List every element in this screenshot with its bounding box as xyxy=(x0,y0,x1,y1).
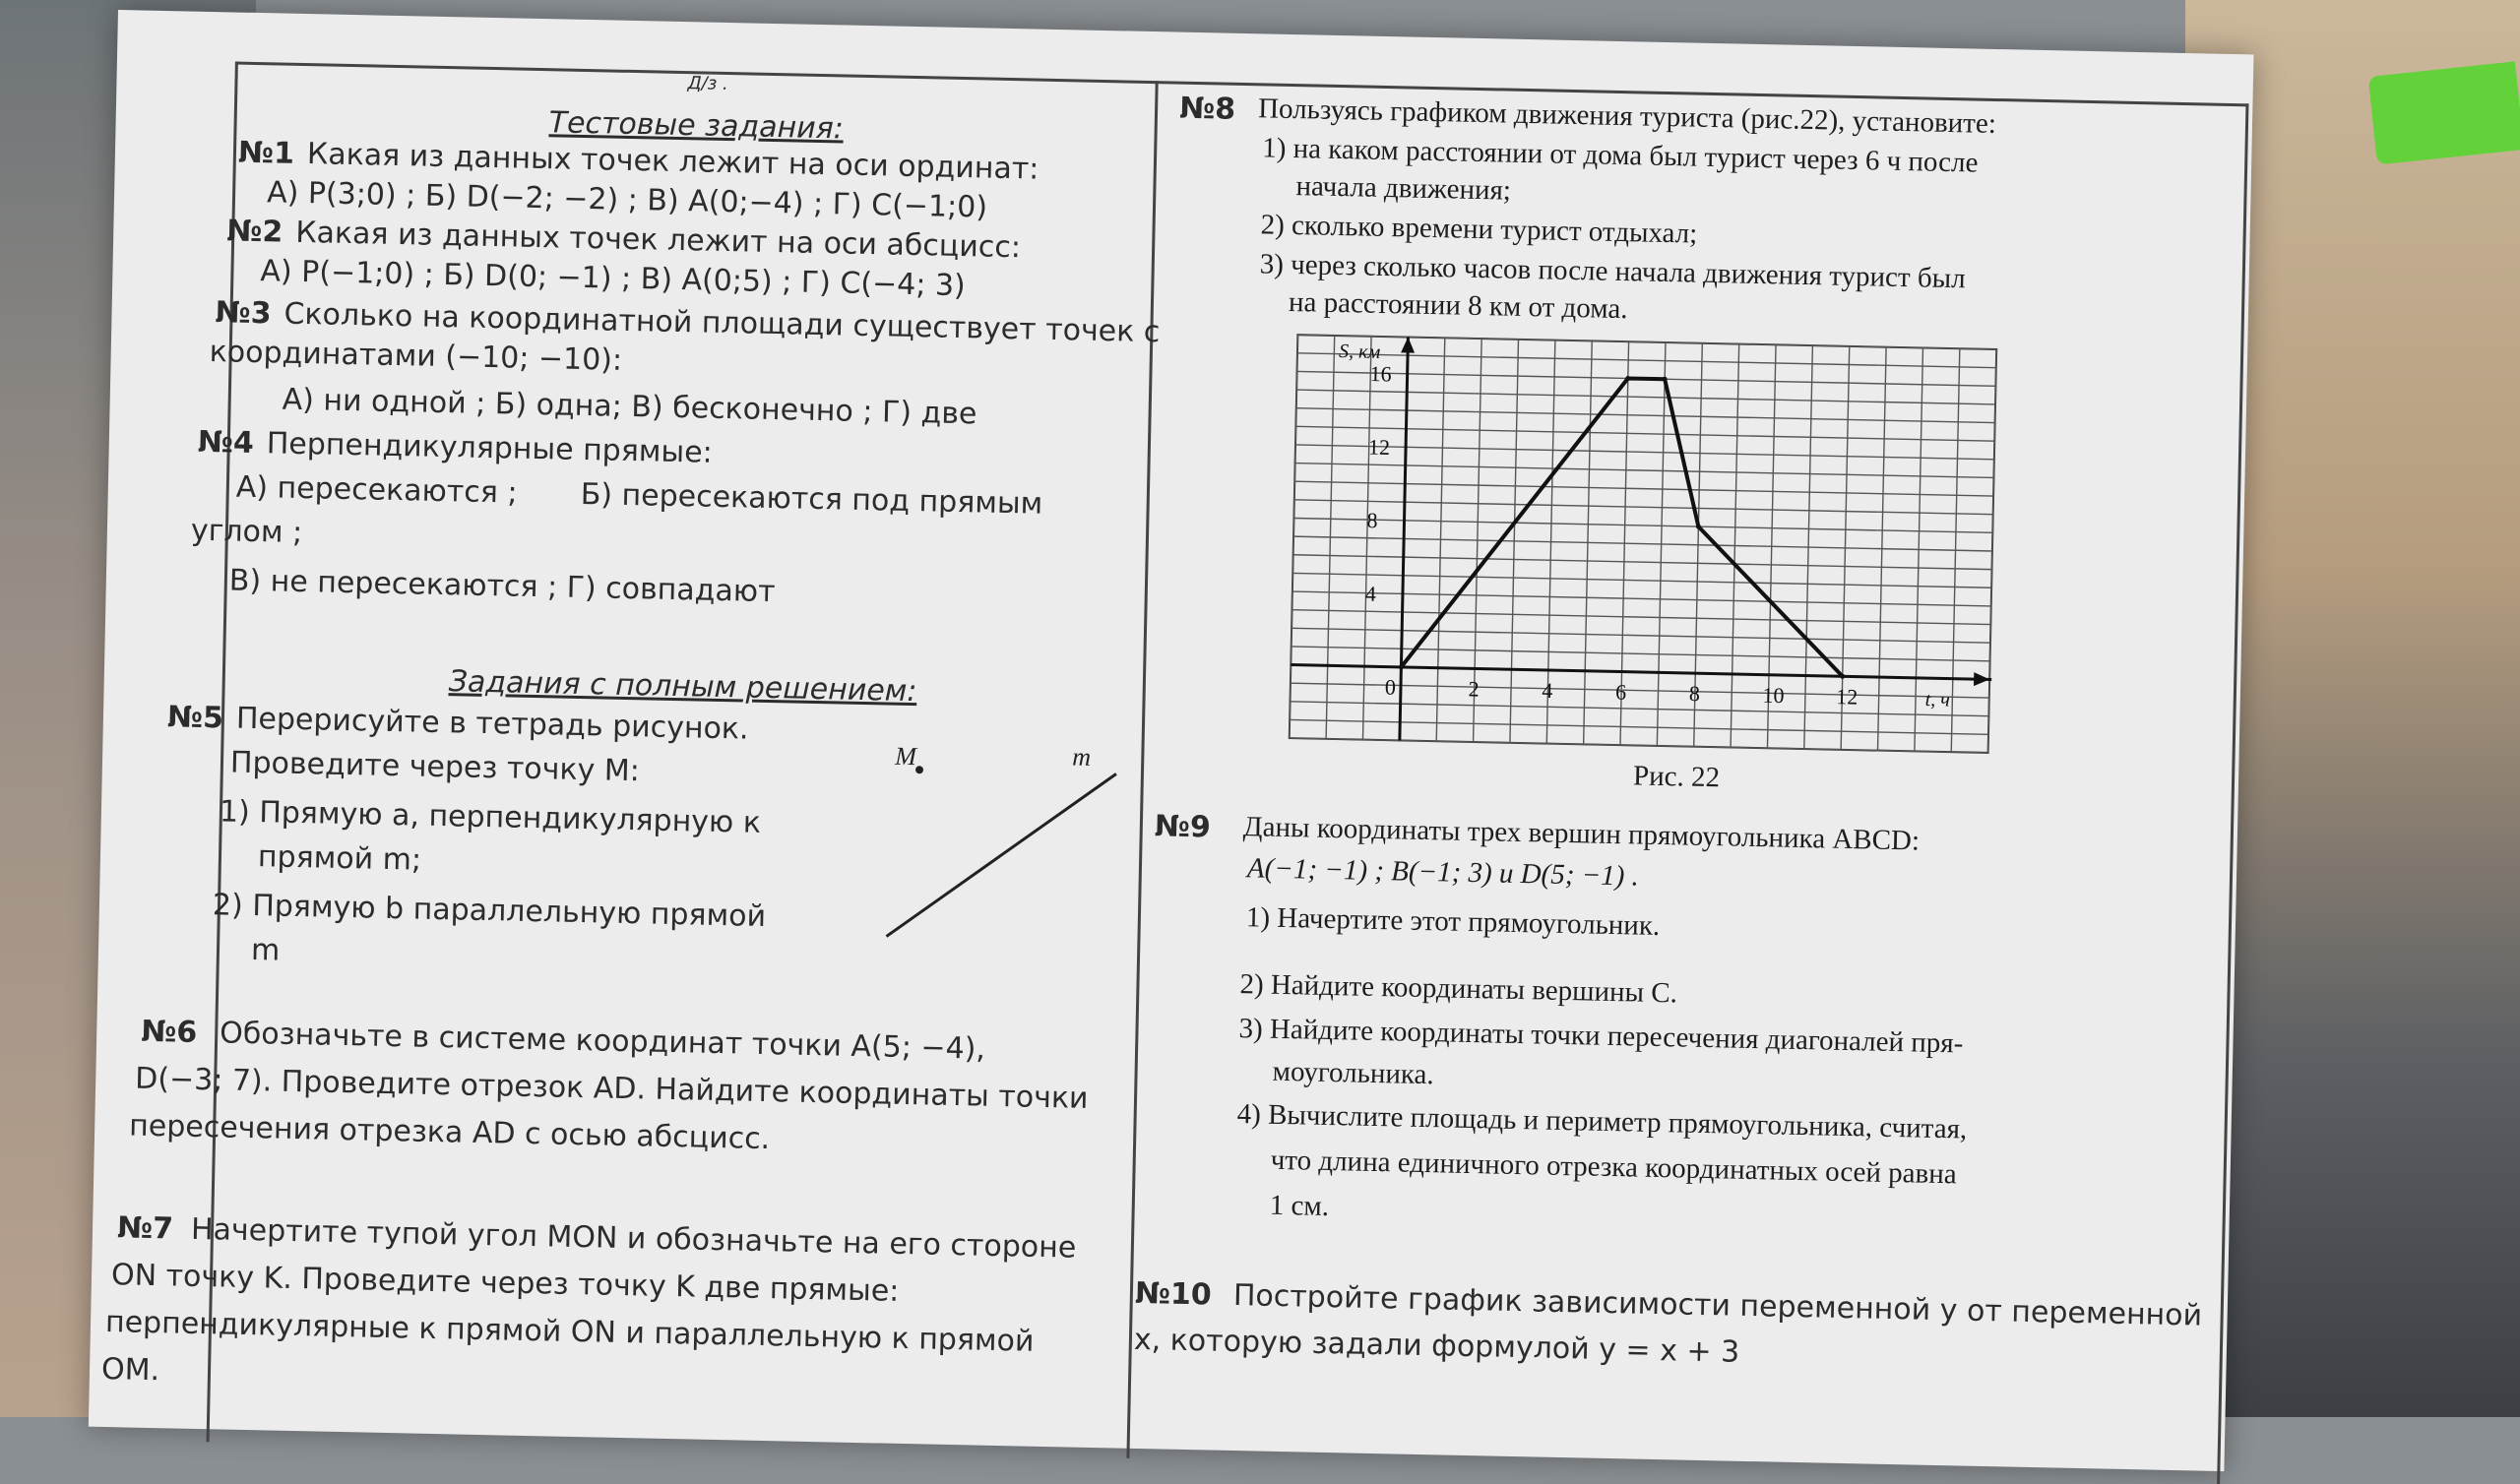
y-tick-label: 4 xyxy=(1364,581,1377,606)
q5-item-2: 2) Прямую b параллельную прямой xyxy=(212,888,767,934)
q9-item-4-cont: что длина единичного отрезка координатных осей равна xyxy=(1270,1144,1958,1191)
q5-line-2: Проведите через точку M: xyxy=(229,745,641,789)
q4-option-b-cont: углом ; xyxy=(190,513,303,551)
q8-label: №8 xyxy=(1178,91,1236,127)
x-tick-label: 0 xyxy=(1384,674,1397,700)
q2-options: А) P(−1;0) ; Б) D(0; −1) ; В) A(0;5) ; Г) C(−4; 3) xyxy=(260,254,967,304)
q10-line-2: x, которую задали формулой y = x + 3 xyxy=(1133,1322,1740,1370)
y-axis-arrow xyxy=(1401,337,1415,352)
grid-line-h xyxy=(1292,610,1990,625)
q8-item-3-cont: на расстоянии 8 км от дома. xyxy=(1288,285,1628,326)
grid-line-h xyxy=(1292,628,1990,643)
q9-label: №9 xyxy=(1154,809,1212,845)
q10-label: №10 xyxy=(1134,1275,1213,1313)
line-m xyxy=(886,770,1116,942)
q7-line-4: OM. xyxy=(100,1351,160,1389)
grid-line-h xyxy=(1295,445,1994,460)
q1-options: А) P(3;0) ; Б) D(−2; −2) ; В) A(0;−4) ; Г) C(−1;0) xyxy=(266,175,988,225)
worksheet-paper xyxy=(89,10,2254,1471)
q7-line-2: ON точку K. Проведите через точку K две прямые: xyxy=(110,1258,900,1309)
point-M-label: M xyxy=(894,741,917,772)
grid-line-h xyxy=(1290,719,1988,734)
x-tick-label: 12 xyxy=(1836,684,1858,710)
x-tick-label: 8 xyxy=(1688,681,1701,707)
q9-item-3-cont: моугольника. xyxy=(1272,1055,1435,1091)
q9-item-2: 2) Найдите координаты вершины C. xyxy=(1239,968,1678,1010)
q4-option-b: Б) пересекаются под прямым xyxy=(580,476,1043,522)
figure-caption: Рис. 22 xyxy=(1632,760,1721,794)
point-M xyxy=(915,766,923,773)
q8-item-2: 2) сколько времени турист отдыхал; xyxy=(1260,209,1698,250)
line-m-label: m xyxy=(1072,742,1092,772)
q9-item-1: 1) Начертите этот прямоугольник. xyxy=(1245,901,1661,943)
x-axis-label: t, ч xyxy=(1924,689,1951,711)
x-tick-label: 6 xyxy=(1614,679,1627,705)
q9-line-1: Даны координаты трех вершин прямоугольника ABCD: xyxy=(1242,811,1921,857)
header-mark: Д/з . xyxy=(687,73,728,94)
grid-line-h xyxy=(1292,647,1990,661)
y-tick-label: 16 xyxy=(1369,360,1392,387)
grid-line-h xyxy=(1292,573,1991,587)
q5-item-2-cont: m xyxy=(250,933,281,968)
grid-line-h xyxy=(1296,390,1995,404)
q6-line-3: пересечения отрезка AD с осью абсцисс. xyxy=(128,1108,771,1157)
x-tick-label: 4 xyxy=(1542,677,1553,704)
x-tick-label: 10 xyxy=(1762,682,1785,709)
q7-line-3: перпендикулярные к прямой ON и параллельную к прямой xyxy=(104,1305,1035,1359)
tourist-motion-chart xyxy=(1285,330,2002,758)
q3-text-2: координатами (−10; −10): xyxy=(209,335,623,378)
q6-line-2: D(−3; 7). Проведите отрезок AD. Найдите координаты точки xyxy=(134,1061,1089,1116)
y-tick-label: 8 xyxy=(1366,508,1378,533)
q6-line-1: Обозначьте в системе координат точки A(5; −4), xyxy=(219,1016,986,1067)
q8-item-1-cont: начала движения; xyxy=(1295,170,1512,207)
q7-label: №7 xyxy=(116,1210,174,1247)
grid-line-h xyxy=(1293,536,1992,551)
q9-line-2: A(−1; −1) ; B(−1; 3) и D(5; −1) . xyxy=(1246,852,1640,893)
y-tick-label: 12 xyxy=(1367,434,1391,460)
q1-label: №1 xyxy=(237,135,295,171)
q5-figure xyxy=(866,739,1147,981)
y-axis-label: S, км xyxy=(1338,340,1381,363)
q8-item-1: 1) на каком расстоянии от дома был турист через 6 ч после xyxy=(1261,132,1979,179)
q3-options: А) ни одной ; Б) одна; В) бесконечно ; Г) две xyxy=(282,382,977,432)
grid-line-h xyxy=(1291,702,1989,716)
q4-option-a: А) пересекаются ; xyxy=(235,469,518,511)
chart-svg xyxy=(1285,330,2002,758)
q6-label: №6 xyxy=(140,1014,198,1050)
q9-item-3: 3) Найдите координаты точки пересечения диагоналей пря- xyxy=(1238,1013,1964,1060)
grid-line-h xyxy=(1295,464,1994,478)
q1-text: Какая из данных точек лежит на оси ординат: xyxy=(306,137,1040,187)
section-title-full-solution: Задания с полным решением: xyxy=(448,664,917,710)
q9-item-4: 4) Вычислите площадь и периметр прямоугольника, считая, xyxy=(1236,1098,1968,1145)
grid-line-h xyxy=(1294,481,1993,496)
x-axis-arrow xyxy=(1974,672,1989,686)
q10-line-1: Постройте график зависимости переменной y от переменной xyxy=(1232,1278,2203,1333)
q5-label: №5 xyxy=(166,700,224,736)
q5-item-1-cont: прямой m; xyxy=(257,839,422,878)
green-object xyxy=(2368,61,2520,164)
q8-line-1: Пользуясь графиком движения туриста (рис.22), установите: xyxy=(1257,93,1997,140)
q7-line-1: Начертите тупой угол MON и обозначьте на его стороне xyxy=(190,1211,1077,1266)
q8-item-3: 3) через сколько часов после начала движения турист был xyxy=(1259,248,1966,295)
q5-text: Перерисуйте в тетрадь рисунок. xyxy=(235,701,749,747)
q2-label: №2 xyxy=(225,214,284,250)
q5-item-1: 1) Прямую a, перпендикулярную к xyxy=(219,794,762,840)
grid-line-h xyxy=(1292,591,1991,606)
grid-line-h xyxy=(1297,353,1996,368)
grid-line-h xyxy=(1296,408,1995,423)
grid-line-h xyxy=(1295,426,1994,441)
grid-line-h xyxy=(1294,500,1993,515)
q4-text: Перпендикулярные прямые: xyxy=(266,426,714,470)
x-tick-label: 2 xyxy=(1468,676,1480,702)
q3-text: Сколько на координатной площади существует точек с xyxy=(284,296,1161,350)
q4-label: №4 xyxy=(197,424,255,461)
section-title-tests: Тестовые задания: xyxy=(548,105,845,147)
q3-label: №3 xyxy=(215,295,272,332)
q9-item-4-cont-2: 1 см. xyxy=(1269,1189,1330,1223)
q2-text: Какая из данных точек лежит на оси абсцисс: xyxy=(294,215,1022,266)
q4-options-cd: В) не пересекаются ; Г) совпадают xyxy=(228,563,776,610)
grid-line-h xyxy=(1293,518,1992,532)
grid-line-h xyxy=(1293,555,1992,570)
